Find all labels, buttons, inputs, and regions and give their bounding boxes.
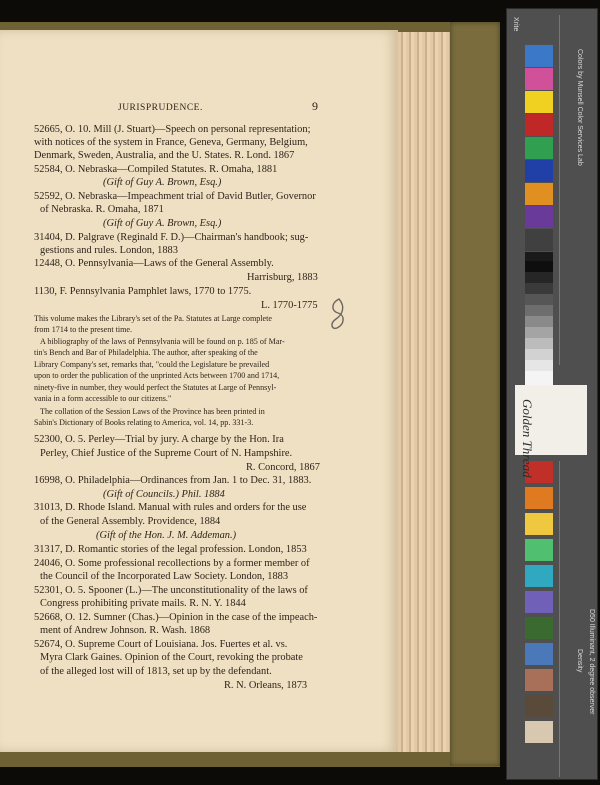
entry-line: R. Concord, 1867 xyxy=(246,462,320,473)
color-swatch xyxy=(525,183,553,205)
entry-line: 52584, O. Nebraska—Compiled Statutes. R. Omaha, 1881 xyxy=(34,164,278,175)
card-golden-thread-label: Golden Thread xyxy=(520,399,535,478)
entry-line: 52301, O. 5. Spooner (L.)—The unconstitutionality of the laws of xyxy=(34,585,308,596)
pencil-mark-icon xyxy=(327,297,349,331)
entry-line: Harrisburg, 1883 xyxy=(247,272,318,283)
color-swatch xyxy=(525,137,553,159)
page-text xyxy=(0,30,398,752)
running-head: JURISPRUDENCE. xyxy=(118,103,203,113)
page-number: 9 xyxy=(312,99,318,113)
entry-line: 16998, O. Philadelphia—Ordinances from Jan. 1 to Dec. 31, 1883. xyxy=(34,475,312,486)
entry-line: 31404, D. Palgrave (Reginald F. D.)—Chairman's handbook; sug- xyxy=(34,232,309,243)
card-side-note: Xrite xyxy=(512,17,519,32)
note-line: tin's Bench and Bar of Philadelphia. The author, after speaking of the xyxy=(34,348,258,357)
entry-line: (Gift of Guy A. Brown, Esq.) xyxy=(103,218,222,229)
note-line: upon to order the publication of the unprinted Acts between 1700 and 1714, xyxy=(34,371,280,380)
color-swatch xyxy=(525,643,553,665)
entry-line: of Nebraska. R. Omaha, 1871 xyxy=(40,204,164,215)
color-swatch xyxy=(525,206,553,228)
color-swatch xyxy=(525,160,553,182)
entry-line: 52665, O. 10. Mill (J. Stuart)—Speech on personal representation; xyxy=(34,124,311,135)
card-illuminant-label: D50 Illuminant, 2 degree observer xyxy=(588,609,595,715)
entry-line: (Gift of Guy A. Brown, Esq.) xyxy=(103,177,222,188)
color-swatch xyxy=(525,45,553,67)
note-line: The collation of the Session Laws of the Province has been printed in xyxy=(40,407,265,416)
color-swatch xyxy=(525,91,553,113)
note-line: from 1714 to the present time. xyxy=(34,325,133,334)
color-swatch xyxy=(525,229,553,251)
color-swatch xyxy=(525,721,553,743)
color-swatch xyxy=(525,591,553,613)
note-line: This volume makes the Library's set of the Pa. Statutes at Large complete xyxy=(34,314,272,323)
color-swatch xyxy=(525,565,553,587)
entry-line: 52674, O. Supreme Court of Louisiana. Jos. Fuertes et al. vs. xyxy=(34,639,288,650)
entry-line: of the alleged lost will of 1813, set up by the defendant. xyxy=(40,666,272,677)
note-line: Library Company's set, remarks that, "could the Legislature be prevailed xyxy=(34,360,270,369)
entry-line: 12448, O. Pennsylvania—Laws of the General Assembly. xyxy=(34,258,274,269)
note-line: Sabin's Dictionary of Books relating to America, vol. 14, pp. 331-3. xyxy=(34,418,254,427)
page-fore-edge xyxy=(398,32,450,752)
entry-line: Congress prohibiting private mails. R. N. Y. 1844 xyxy=(40,598,246,609)
note-line: vania in a form accessible to our citizens." xyxy=(34,394,172,403)
color-swatch xyxy=(525,513,553,535)
color-swatch xyxy=(525,669,553,691)
note-line: ninety-five in number, they would perfect the Statutes at Large of Pennsyl- xyxy=(34,383,277,392)
color-swatch xyxy=(525,617,553,639)
note-line: A bibliography of the laws of Pennsylvania will be found on p. 185 of Mar- xyxy=(40,337,285,346)
entry-line: (Gift of Councils.) Phil. 1884 xyxy=(103,489,225,500)
card-density-label: Density xyxy=(576,649,583,673)
color-swatch xyxy=(525,695,553,717)
entry-line: R. N. Orleans, 1873 xyxy=(224,680,308,691)
entry-line: the Council of the Incorporated Law Society. London, 1883 xyxy=(40,571,289,582)
entry-line: (Gift of the Hon. J. M. Addeman.) xyxy=(96,530,237,541)
book-page xyxy=(0,30,398,752)
color-swatch xyxy=(525,539,553,561)
entry-line: 52592, O. Nebraska—Impeachment trial of David Butler, Governor xyxy=(34,191,316,202)
color-swatch xyxy=(525,68,553,90)
entry-line: 31013, D. Rhode Island. Manual with rules and orders for the use xyxy=(34,502,307,513)
entry-line: with notices of the system in France, Geneva, Germany, Belgium, xyxy=(34,137,308,148)
book-cover-edge xyxy=(450,22,500,766)
entry-line: Perley, Chief Justice of the Supreme Court of N. Hampshire. xyxy=(40,448,293,459)
entry-line: 1130, F. Pennsylvania Pamphlet laws, 1770 to 1775. xyxy=(34,286,252,297)
entry-line: 31317, D. Romantic stories of the legal profession. London, 1853 xyxy=(34,544,307,555)
entry-line: gestions and rules. London, 1883 xyxy=(40,245,178,256)
entry-line: 52668, O. 12. Sumner (Chas.)—Opinion in the case of the impeach- xyxy=(34,612,318,623)
entry-line: ment of Andrew Johnson. R. Wash. 1868 xyxy=(40,625,211,636)
color-swatch xyxy=(525,487,553,509)
entry-line: 24046, O. Some professional recollections by a former member of xyxy=(34,558,310,569)
entry-line: of the General Assembly. Providence, 1884 xyxy=(40,516,221,527)
color-swatch xyxy=(525,114,553,136)
entry-line: L. 1770-1775 xyxy=(261,300,318,311)
entry-line: 52300, O. 5. Perley—Trial by jury. A charge by the Hon. Ira xyxy=(34,434,284,445)
entry-line: Myra Clark Gaines. Opinion of the Court, revoking the probate xyxy=(40,652,303,663)
color-calibration-card xyxy=(506,8,598,780)
entry-line: Denmark, Sweden, Australia, and the U. States. R. Lond. 1867 xyxy=(34,150,295,161)
card-brand-label: Colors by Munsell Color Services Lab xyxy=(576,49,583,166)
